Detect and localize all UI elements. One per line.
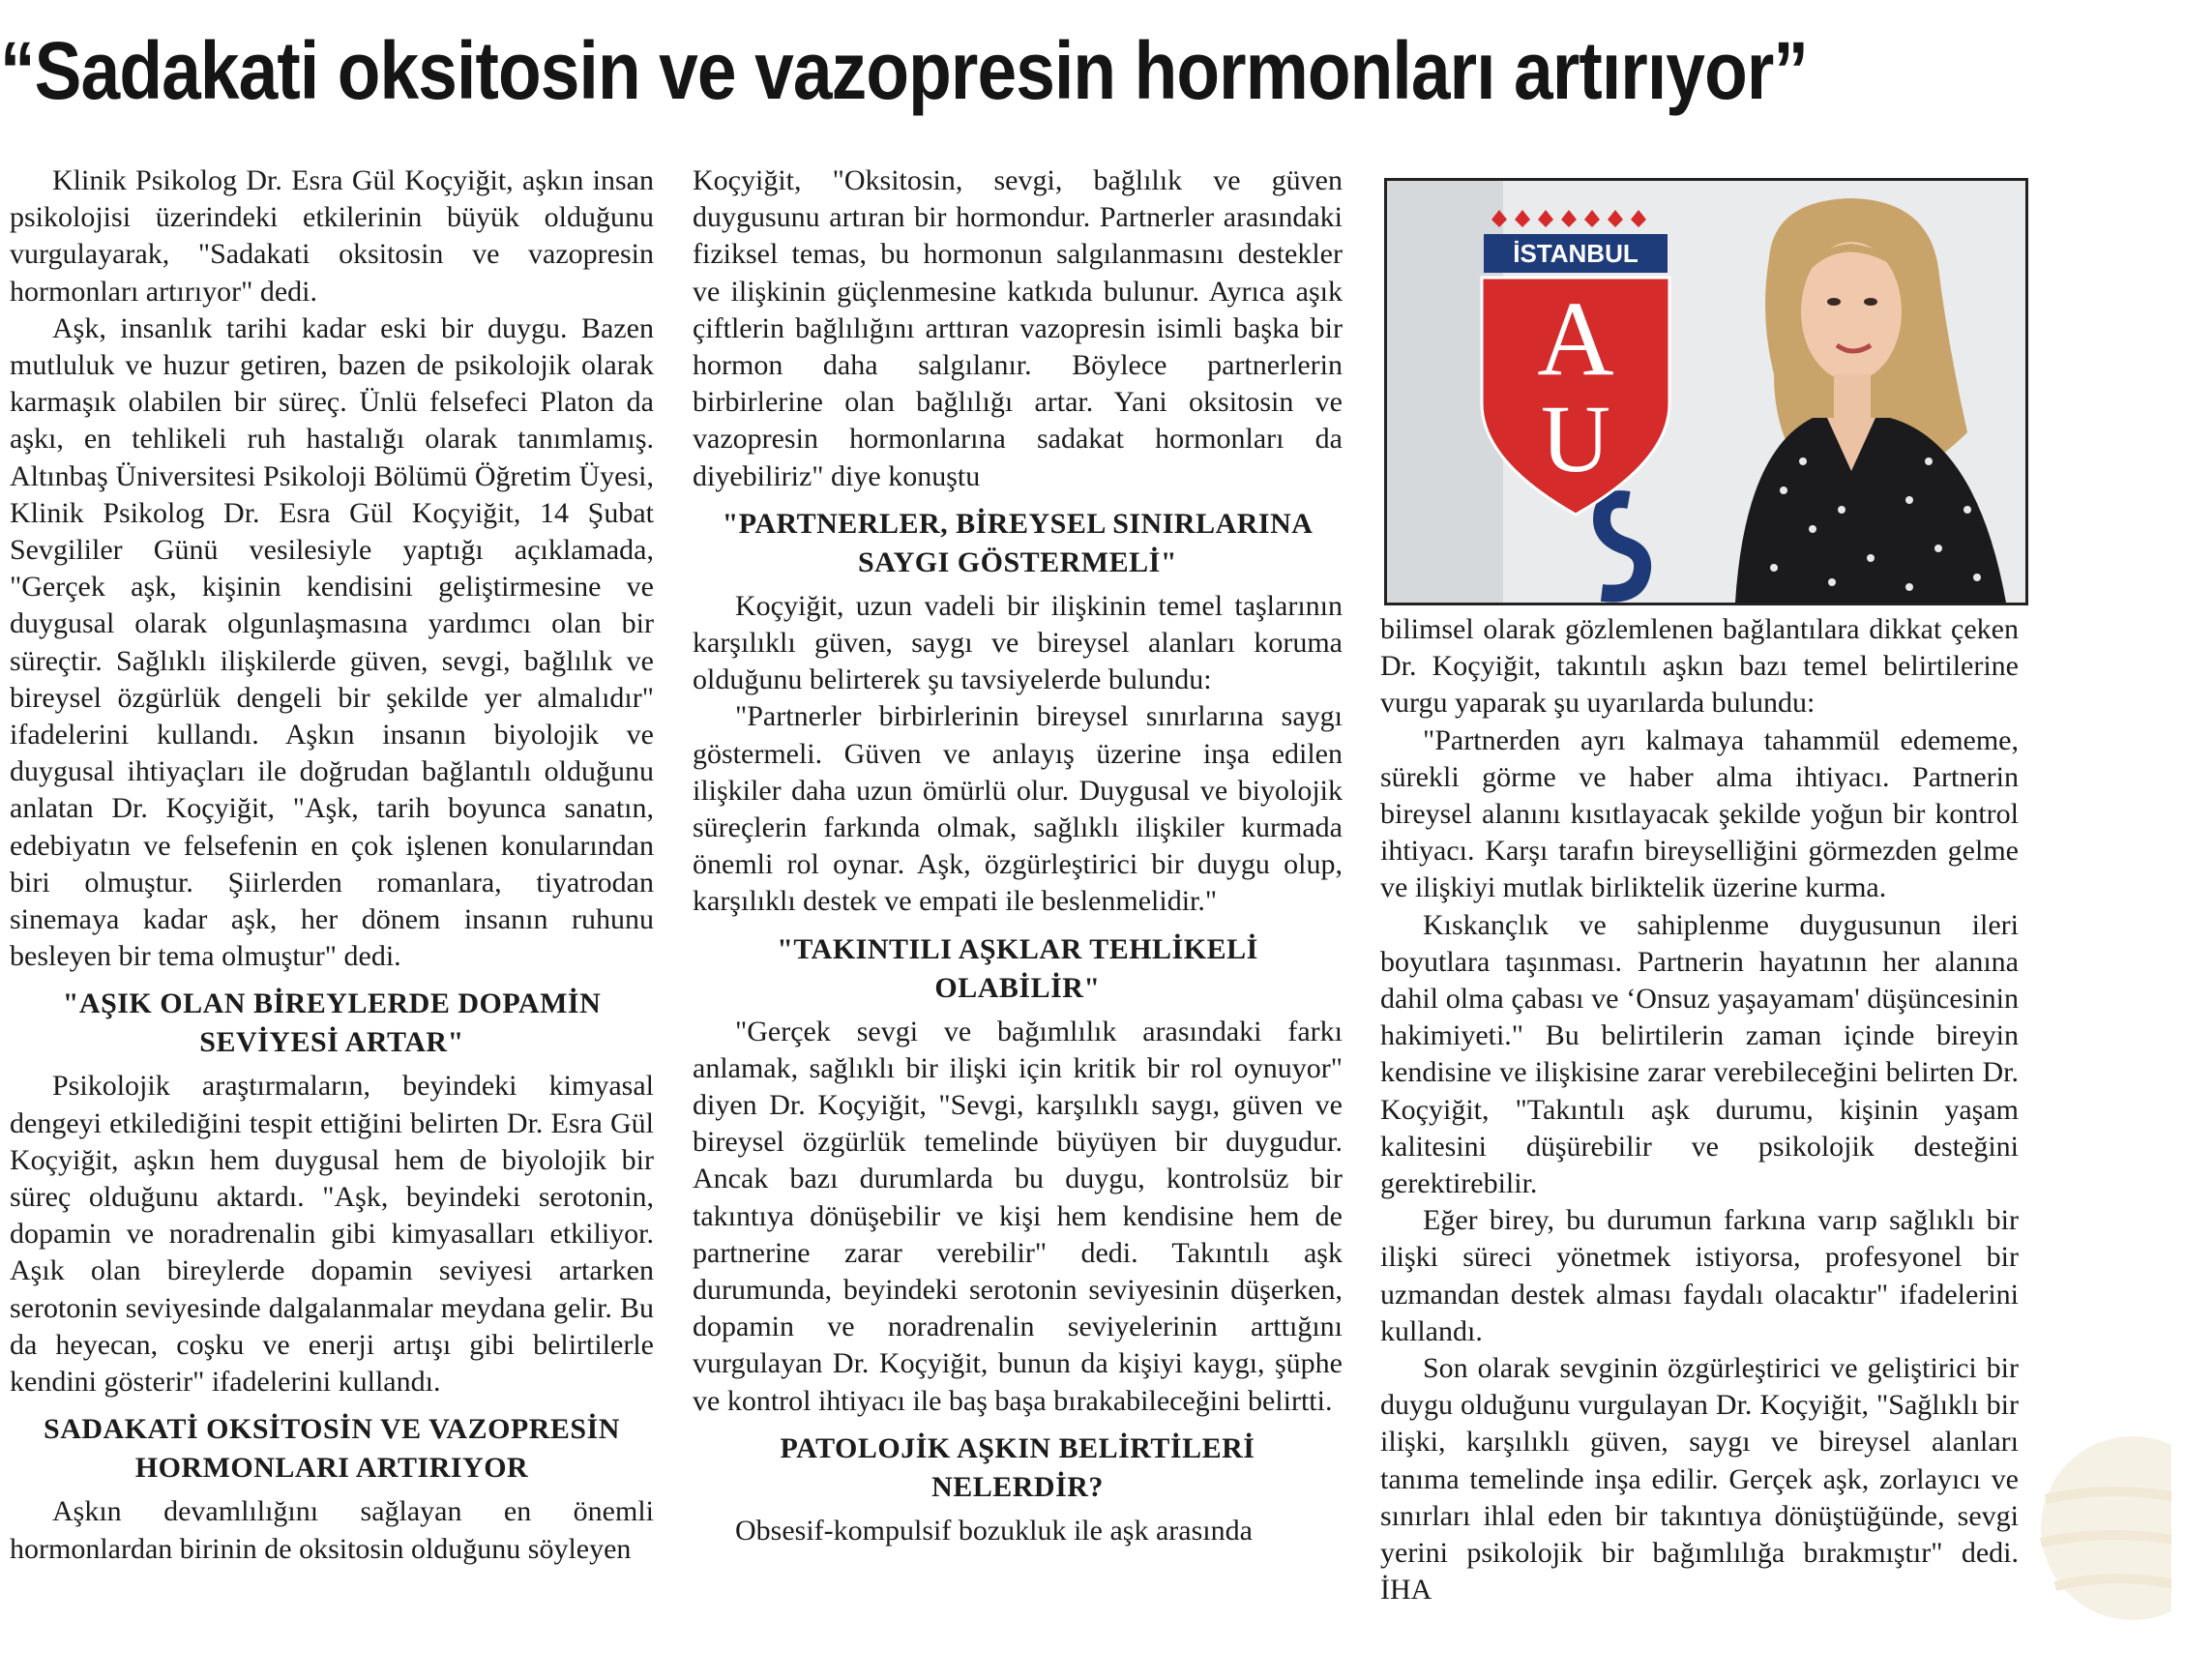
paragraph: Klinik Psikolog Dr. Esra Gül Koçyiğit, aşkın insan psikolojisi üzerindeki etkilerinin büyük olduğunu vurgulayarak, "Sadakati oksitosin ve vazopresin hormonları artırıyor" dedi. (10, 164, 654, 308)
globe-watermark-icon (2026, 1422, 2171, 1664)
headline: “Sadakati oksitosin ve vazopresin hormonları artırıyor” (0, 25, 1809, 116)
paragraph: "Partnerden ayrı kalmaya tahammül edememe, sürekli görme ve haber alma ihtiyacı. Partnerin bireysel alanını kısıtlayacak şekilde yoğun bir kontrol ihtiyacı. Karşı tarafın bireyselliğini görmezden gelme ve ilişkiyi mutlak birliktelik üzerine kurma. (1380, 723, 2019, 904)
portrait-photo (1384, 178, 2028, 605)
paragraph: Koçyiğit, uzun vadeli bir ilişkinin temel taşlarının karşılıklı güven, saygı ve bireysel alanları koruma olduğunu belirterek şu tavsiyelerde bulundu: (693, 589, 1343, 696)
paragraph: Son olarak sevginin özgürleştirici ve geliştirici bir duygu olduğunu vurgulayan Dr. Koçyiğit, "Sağlıklı bir ilişki, karşılıklı güven, saygı ve bireysel alanları tanıma temelinde inşa edilir. Gerçek aşk, zorlayıcı ve sınırları ihlal eden bir takıntıya dönüştüğünde, sevgi yerini psikolojik bir bağımlılığa bırakmıştır" dedi. İHA (1380, 1352, 2019, 1606)
subheading: "AŞIK OLAN BİREYLERDE DOPAMİN SEVİYESİ ARTAR" (62, 987, 602, 1059)
paragraph: Koçyiğit, "Oksitosin, sevgi, bağlılık ve güven duygusunu artıran bir hormondur. Partnerler arasındaki fiziksel temas, bu hormonun salgılanmasını destekler ve ilişkinin güçlenmesine katkıda bulunur. Ayrıca aşık çiftlerin bağlılığını arttıran vazopresin isimli başka bir hormon daha salgılanır. Böylece partnerlerin birbirlerine olan bağlılığı artar. Yani oksitosin ve vazopresin hormonlarına sadakat hormonları da diyebiliriz" diye konuştu (693, 164, 1343, 492)
logo-letter: U (1540, 385, 1611, 492)
photo-illustration (1387, 181, 2025, 603)
subheading: "TAKINTILI AŞKLAR TEHLİKELİ OLABİLİR" (777, 932, 1258, 1004)
paragraph: Aşk, insanlık tarihi kadar eski bir duygu. Bazen mutluluk ve huzur getiren, bazen de psikolojik olarak karmaşık olabilen bir süreç. Ünlü felsefeci Platon da aşkı, en tehlikeli ruh hastalığı olarak tanımlamış. Altınbaş Üniversitesi Psikoloji Bölümü Öğretim Üyesi, Klinik Psikolog Dr. Esra Gül Koçyiğit, 14 Şubat Sevgililer Günü vesilesiyle yaptığı açıklamada, "Gerçek aşk, kişinin kendisini geliştirmesine ve duygusal olarak olgunlaşmasına yardımcı olan bir süreçtir. Sağlıklı ilişkilerde güven, sevgi, bağlılık ve bireysel özgürlük dengeli bir şekilde yer almalıdır" ifadelerini kullandı. Aşkın insanın biyolojik ve duygusal ihtiyaçları ile doğrudan bağlantılı olduğunu anlatan Dr. Koçyiğit, "Aşk, tarih boyunca sanatın, edebiyatın ve felsefenin en çok işlenen konularından biri olmuştur. Şiirlerden romanlara, tiyatrodan sinemaya kadar aşk, her dönem insanın ruhunu besleyen bir tema olmuştur" dedi. (10, 311, 654, 973)
article-column-1 (10, 162, 654, 1568)
article-column-3 (1380, 611, 2019, 1608)
paragraph: bilimsel olarak gözlemlenen bağlantılara dikkat çeken Dr. Koçyiğit, takıntılı aşkın bazı temel belirtilerine vurgu yaparak şu uyarılarda bulundu: (1380, 613, 2019, 720)
subheading: "PARTNERLER, BİREYSEL SINIRLARINA SAYGI GÖSTERMELİ" (722, 507, 1314, 578)
article-column-2 (693, 162, 1343, 1549)
paragraph: Kıskançlık ve sahiplenme duygusunun ileri boyutlara taşınması. Partnerin hayatının her alanına dahil olma çabası ve ‘Onsuz yaşayamam' düşüncesinin hakimiyeti." Bu belirtilerin zaman içinde bireyin kendisine ve ilişkisine zarar verebileceğini belirten Dr. Koçyiğit, "Takıntılı aşk durumu, kişinin yaşam kalitesini düşürebilir ve psikolojik desteğini gerektirebilir. (1380, 908, 2019, 1200)
paragraph: Eğer birey, bu durumun farkına varıp sağlıklı bir ilişki süreci yönetmek istiyorsa, profesyonel bir uzmandan destek alması faydalı olacaktır" ifadelerini kullandı. (1380, 1204, 2019, 1347)
logo-letter: A (1537, 280, 1614, 398)
paragraph: Psikolojik araştırmaların, beyindeki kimyasal dengeyi etkilediğini tespit ettiğini belirten Dr. Esra Gül Koçyiğit, aşkın hem duygusal hem de biyolojik bir süreç olduğunu aktardı. "Aşk, beyindeki serotonin, dopamin ve noradrenalin gibi kimyasalları etkiliyor. Aşık olan bireylerde dopamin seviyesi artarken serotonin seviyesinde dalgalanmalar meydana gelir. Bu da heyecan, coşku ve enerji artışı gibi belirtilerle kendini gösterir" ifadelerini kullandı. (10, 1070, 654, 1399)
paragraph: Obsesif-kompulsif bozukluk ile aşk arasında (735, 1514, 1253, 1547)
subheading: PATOLOJİK AŞKIN BELİRTİLERİ NELERDİR? (780, 1431, 1255, 1503)
paragraph: Aşkın devamlılığını sağlayan en önemli hormonlardan birinin de oksitosin olduğunu söyleyen (10, 1495, 654, 1565)
paragraph: "Gerçek sevgi ve bağımlılık arasındaki farkı anlamak, sağlıklı bir ilişki için kritik bir rol oynuyor" diyen Dr. Koçyiğit, "Sevgi, karşılıklı saygı, güven ve bireysel özgürlük temelinde büyüyen bir duygudur. Ancak bazı durumlarda bu duygu, kontrolsüz bir takıntıya dönüşebilir ve kişi hem kendisine hem de partnerine zarar verebilir" dedi. Takıntılı aşk durumunda, beyindeki serotonin seviyesinin düşerken, dopamin ve noradrenalin seviyelerinin arttığını vurgulayan Dr. Koçyiğit, bunun da kişiyi kaygı, şüphe ve kontrol ihtiyacı ile baş başa bırakabileceğini belirtti. (693, 1015, 1343, 1417)
paragraph: "Partnerler birbirlerinin bireysel sınırlarına saygı göstermeli. Güven ve anlayış üzerine inşa edilen ilişkiler daha uzun ömürlü olur. Duygusal ve biyolojik süreçlerin farkında olmak, sağlıklı ilişkiler kurmada önemli rol oynar. Aşk, özgürleştirici bir duygu olup, karşılıklı destek ve empati ile beslenmelidir." (693, 700, 1343, 918)
logo-text: İSTANBUL (1513, 239, 1639, 268)
subheading: SADAKATİ OKSİTOSİN VE VAZOPRESİN HORMONLARI ARTIRIYOR (44, 1413, 620, 1485)
